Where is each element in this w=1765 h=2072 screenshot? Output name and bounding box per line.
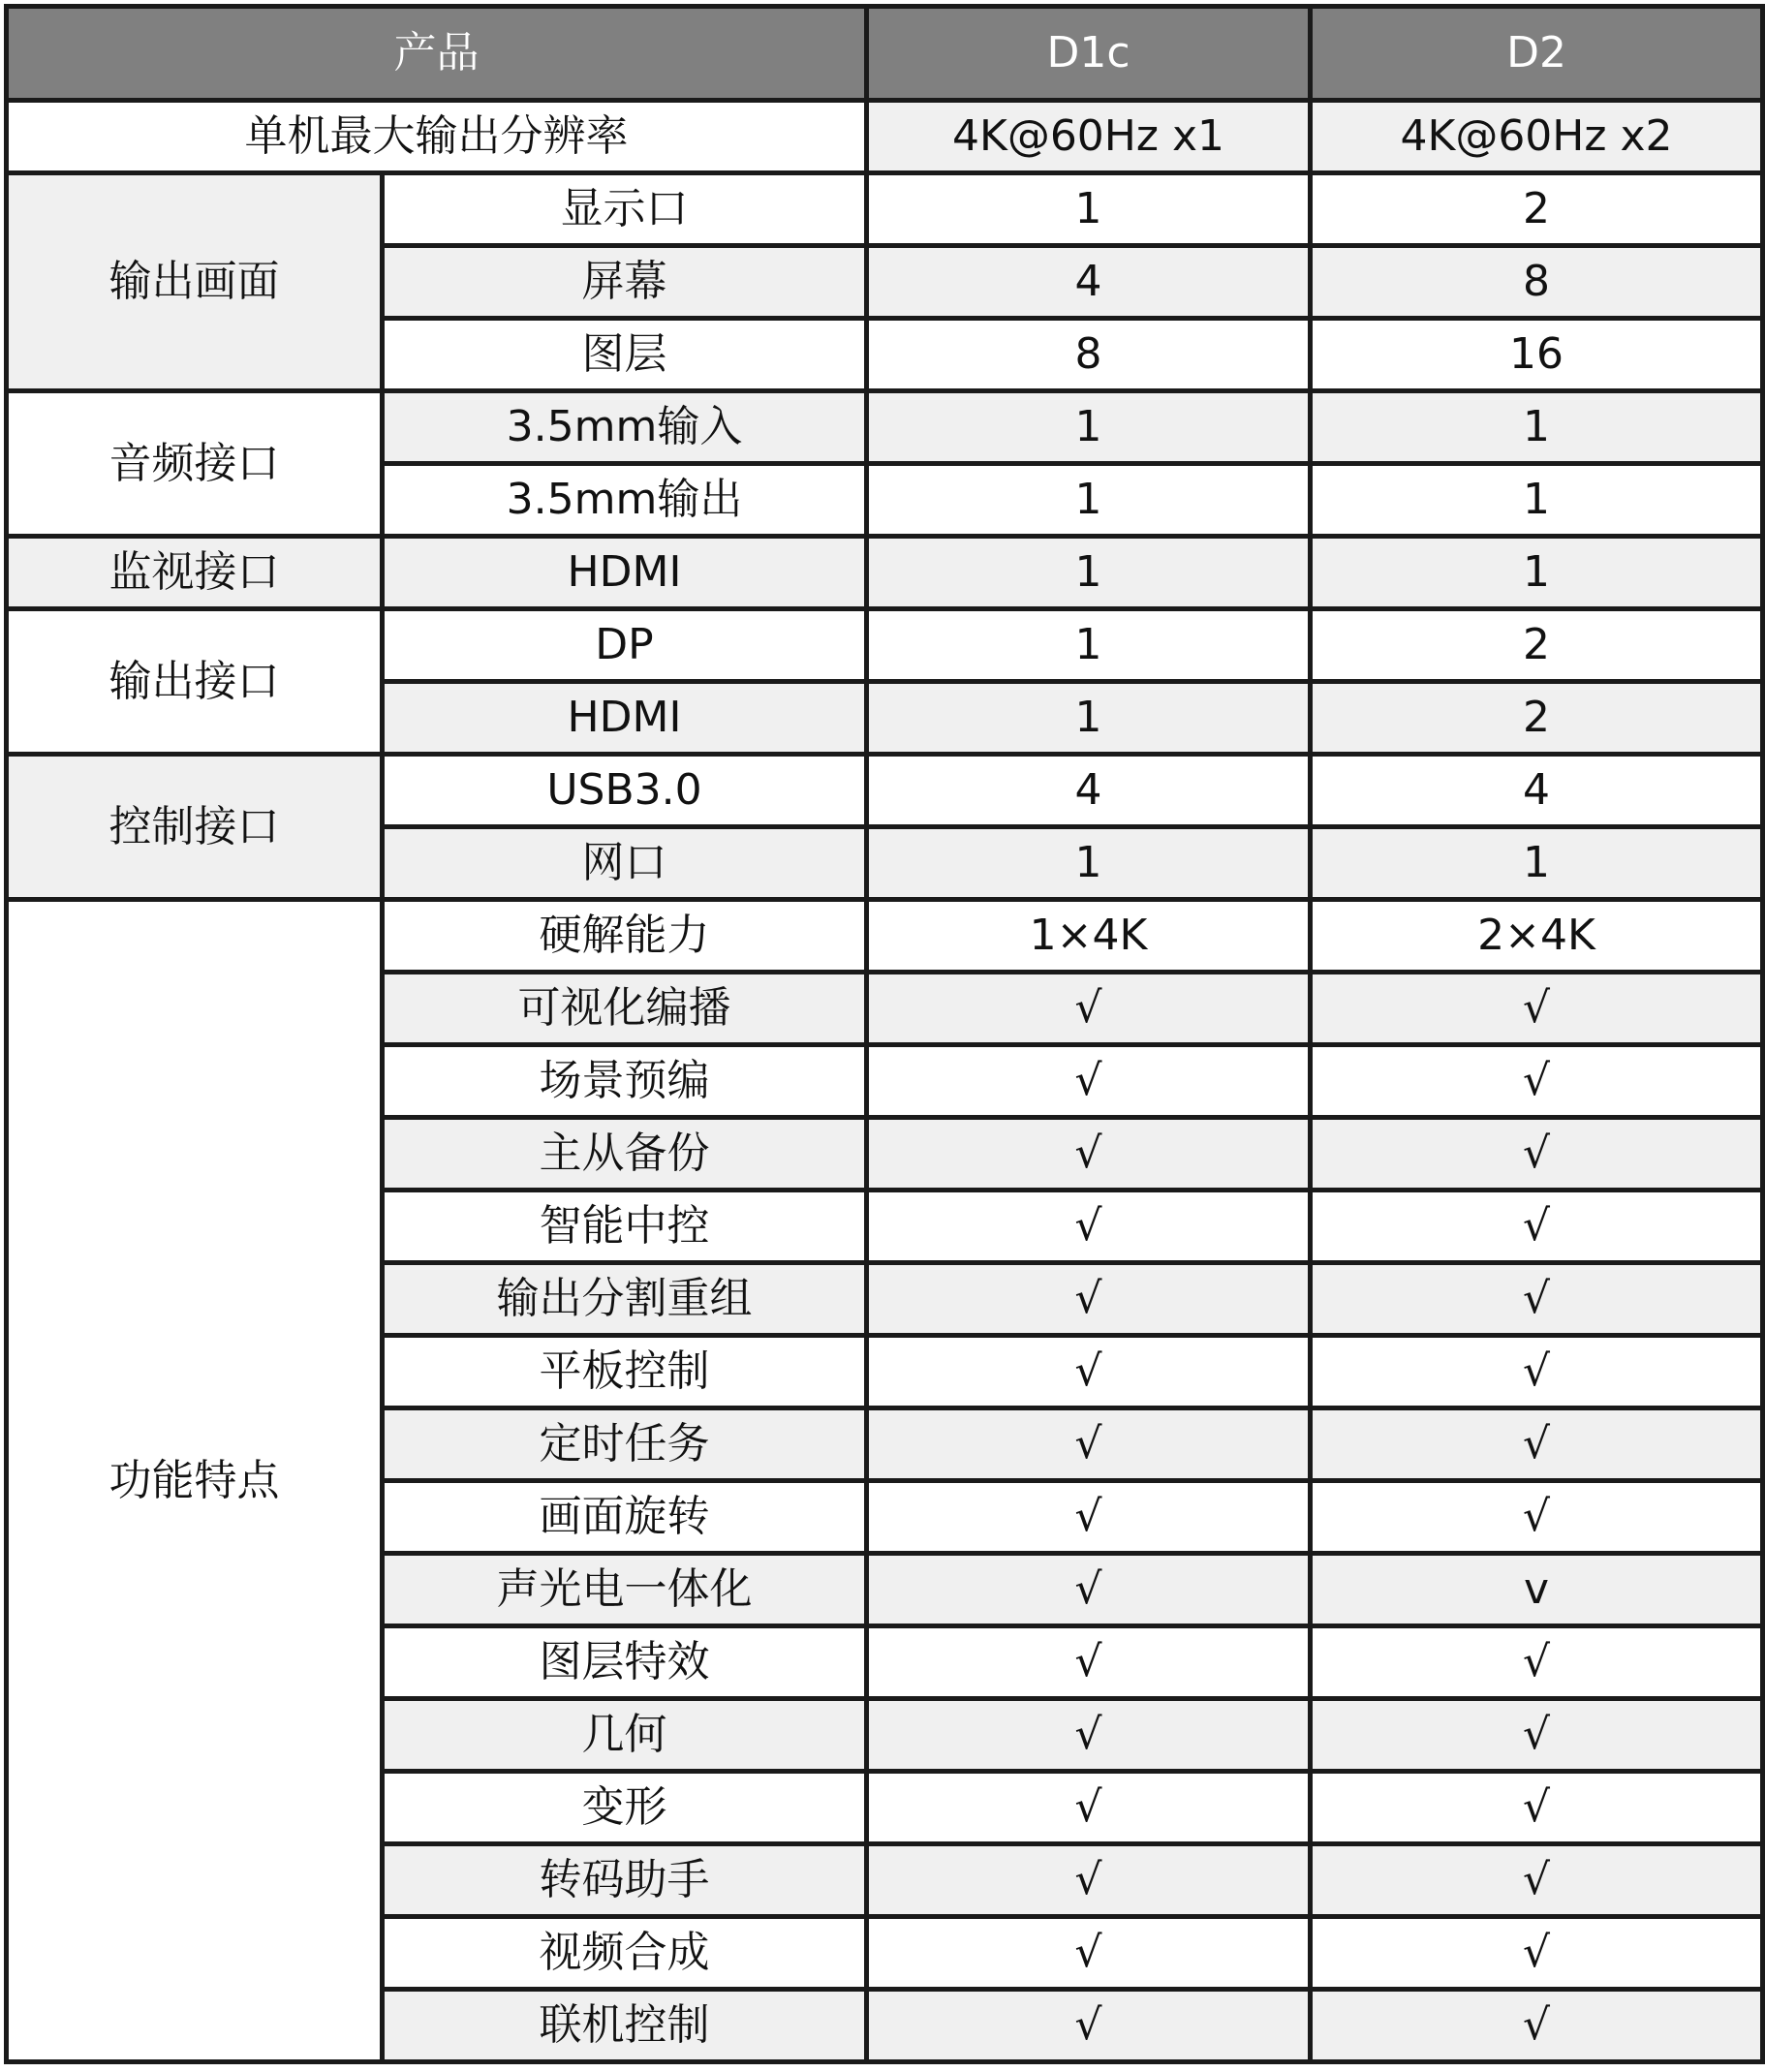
header-model-d2: D2: [1311, 7, 1763, 101]
value-d1c: 1: [867, 609, 1311, 682]
value-d1c: √: [867, 1626, 1311, 1699]
group-label: 控制接口: [7, 755, 383, 900]
value-d2: 2: [1311, 173, 1763, 246]
value-d2: √: [1311, 1844, 1763, 1917]
value-d1c: 1: [867, 827, 1311, 900]
feature-label: 可视化编播: [383, 973, 867, 1045]
value-d2: √: [1311, 1481, 1763, 1554]
feature-label: 视频合成: [383, 1917, 867, 1990]
value-d1c: 1: [867, 464, 1311, 537]
value-d2: 1: [1311, 827, 1763, 900]
feature-label: 硬解能力: [383, 900, 867, 973]
value-d1c: √: [867, 1481, 1311, 1554]
value-d2: √: [1311, 1699, 1763, 1772]
feature-label: 画面旋转: [383, 1481, 867, 1554]
value-d1c: 1: [867, 537, 1311, 609]
value-d1c: 4: [867, 246, 1311, 319]
feature-label: 转码助手: [383, 1844, 867, 1917]
value-d1c: √: [867, 1990, 1311, 2062]
value-d2: 1: [1311, 537, 1763, 609]
value-d2: √: [1311, 1118, 1763, 1191]
spec-table: [4, 4, 1765, 2064]
feature-label: 输出分割重组: [383, 1263, 867, 1336]
value-d1c: 1: [867, 391, 1311, 464]
value-d2: √: [1311, 1990, 1763, 2062]
value-d1c: √: [867, 1191, 1311, 1263]
value-d2: 2×4K: [1311, 900, 1763, 973]
group-label: 输出接口: [7, 609, 383, 755]
feature-label: 变形: [383, 1772, 867, 1844]
resolution-value-d1c: 4K@60Hz x1: [867, 101, 1311, 173]
feature-label: 显示口: [383, 173, 867, 246]
group-label: 功能特点: [7, 900, 383, 2062]
group-label: 监视接口: [7, 537, 383, 609]
table-row: [7, 755, 1763, 827]
header-product: 产品: [7, 7, 867, 101]
feature-label: 主从备份: [383, 1118, 867, 1191]
value-d1c: √: [867, 1917, 1311, 1990]
feature-label: HDMI: [383, 682, 867, 755]
feature-label: HDMI: [383, 537, 867, 609]
header-row: [7, 7, 1763, 101]
value-d2: √: [1311, 1917, 1763, 1990]
value-d1c: √: [867, 1844, 1311, 1917]
value-d1c: √: [867, 1336, 1311, 1408]
feature-label: 智能中控: [383, 1191, 867, 1263]
feature-label: 屏幕: [383, 246, 867, 319]
table-row: [7, 900, 1763, 973]
feature-label: 图层: [383, 319, 867, 391]
resolution-value-d2: 4K@60Hz x2: [1311, 101, 1763, 173]
feature-label: DP: [383, 609, 867, 682]
value-d1c: 4: [867, 755, 1311, 827]
feature-label: 图层特效: [383, 1626, 867, 1699]
value-d2: √: [1311, 1772, 1763, 1844]
feature-label: 3.5mm输入: [383, 391, 867, 464]
table-row: [7, 173, 1763, 246]
feature-label: 网口: [383, 827, 867, 900]
group-label: 音频接口: [7, 391, 383, 537]
value-d2: 1: [1311, 391, 1763, 464]
value-d2: 16: [1311, 319, 1763, 391]
feature-label: 平板控制: [383, 1336, 867, 1408]
value-d2: √: [1311, 1626, 1763, 1699]
value-d1c: 1×4K: [867, 900, 1311, 973]
value-d1c: 1: [867, 173, 1311, 246]
table-row: [7, 537, 1763, 609]
resolution-label: 单机最大输出分辨率: [7, 101, 867, 173]
value-d1c: √: [867, 1045, 1311, 1118]
value-d1c: √: [867, 1118, 1311, 1191]
value-d2: 8: [1311, 246, 1763, 319]
feature-label: 3.5mm输出: [383, 464, 867, 537]
value-d2: 4: [1311, 755, 1763, 827]
value-d2: 1: [1311, 464, 1763, 537]
feature-label: 几何: [383, 1699, 867, 1772]
value-d1c: √: [867, 1263, 1311, 1336]
value-d2: √: [1311, 1263, 1763, 1336]
value-d2: v: [1311, 1554, 1763, 1626]
value-d2: √: [1311, 1408, 1763, 1481]
value-d2: √: [1311, 973, 1763, 1045]
header-model-d1c: D1c: [867, 7, 1311, 101]
value-d2: 2: [1311, 609, 1763, 682]
value-d1c: √: [867, 1772, 1311, 1844]
value-d2: √: [1311, 1336, 1763, 1408]
feature-label: 定时任务: [383, 1408, 867, 1481]
value-d2: √: [1311, 1191, 1763, 1263]
value-d1c: 8: [867, 319, 1311, 391]
value-d1c: √: [867, 1408, 1311, 1481]
feature-label: 联机控制: [383, 1990, 867, 2062]
resolution-row: [7, 101, 1763, 173]
feature-label: 声光电一体化: [383, 1554, 867, 1626]
feature-label: 场景预编: [383, 1045, 867, 1118]
table-row: [7, 609, 1763, 682]
value-d1c: 1: [867, 682, 1311, 755]
table-row: [7, 391, 1763, 464]
value-d1c: √: [867, 1699, 1311, 1772]
feature-label: USB3.0: [383, 755, 867, 827]
spec-body: [7, 101, 1763, 2062]
value-d2: 2: [1311, 682, 1763, 755]
value-d2: √: [1311, 1045, 1763, 1118]
group-label: 输出画面: [7, 173, 383, 391]
value-d1c: √: [867, 973, 1311, 1045]
value-d1c: √: [867, 1554, 1311, 1626]
